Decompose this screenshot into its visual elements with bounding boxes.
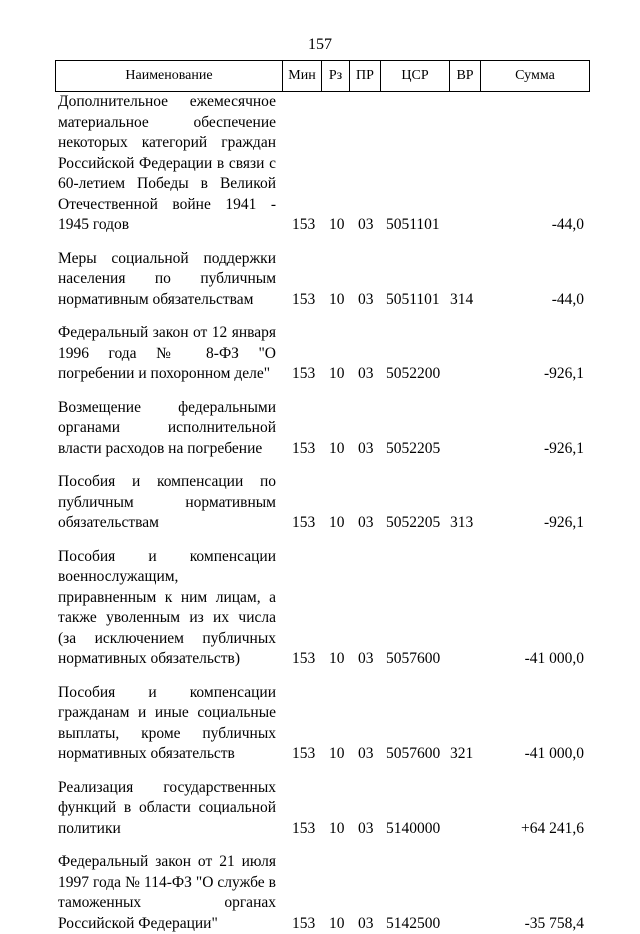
header-pr: ПР [350, 61, 381, 92]
row-min: 153 [292, 513, 315, 534]
row-rz: 10 [329, 513, 345, 534]
row-pr: 03 [358, 439, 374, 460]
row-min: 153 [292, 215, 315, 236]
row-pr: 03 [358, 649, 374, 670]
row-sum: -926,1 [544, 513, 584, 534]
row-csr: 5140000 [386, 819, 440, 840]
row-rz: 10 [329, 819, 345, 840]
row-rz: 10 [329, 215, 345, 236]
row-csr: 5057600 [386, 649, 440, 670]
page-number: 157 [0, 36, 640, 54]
row-rz: 10 [329, 744, 345, 765]
table-header [55, 60, 590, 92]
row-min: 153 [292, 819, 315, 840]
row-vr: 314 [450, 290, 473, 311]
row-name: Пособия и компенсации гражданам и иные социальные выплаты, кроме публичных нормативных обязательств [58, 683, 276, 765]
row-sum: -926,1 [544, 364, 584, 385]
row-min: 153 [292, 290, 315, 311]
table-row [0, 547, 640, 670]
row-vr: 321 [450, 744, 473, 765]
row-rz: 10 [329, 290, 345, 311]
table-row [0, 852, 640, 934]
row-pr: 03 [358, 364, 374, 385]
row-pr: 03 [358, 914, 374, 934]
row-pr: 03 [358, 290, 374, 311]
row-pr: 03 [358, 215, 374, 236]
row-name: Меры социальной поддержки населения по публичным нормативным обязательствам [58, 249, 276, 311]
table-row [0, 92, 640, 236]
row-min: 153 [292, 914, 315, 934]
row-csr: 5142500 [386, 914, 440, 934]
header-csr: ЦСР [381, 61, 450, 92]
table-row [0, 398, 640, 460]
row-name: Федеральный закон от 21 июля 1997 года № 114-ФЗ "О службе в таможенных органах Российской Федерации" [58, 852, 276, 934]
header-vr: ВР [450, 61, 481, 92]
row-name: Дополнительное ежемесячное материальное обеспечение некоторых категорий граждан Российской Федерации в связи с 60-летием Победы в Великой Отечественной войне 1941 - 1945 годов [58, 92, 276, 236]
row-rz: 10 [329, 364, 345, 385]
row-name: Пособия и компенсации по публичным нормативным обязательствам [58, 472, 276, 534]
header-name: Наименование [56, 61, 283, 92]
row-pr: 03 [358, 819, 374, 840]
row-min: 153 [292, 439, 315, 460]
row-csr: 5052205 [386, 513, 440, 534]
row-csr: 5051101 [386, 215, 440, 236]
row-sum: -35 758,4 [525, 914, 584, 934]
row-name: Возмещение федеральными органами исполнительной власти расходов на погребение [58, 398, 276, 460]
row-sum: -44,0 [552, 215, 584, 236]
row-csr: 5051101 [386, 290, 440, 311]
row-sum: +64 241,6 [521, 819, 584, 840]
row-csr: 5052205 [386, 439, 440, 460]
header-rz: Рз [322, 61, 350, 92]
row-pr: 03 [358, 744, 374, 765]
row-name: Федеральный закон от 12 января 1996 года № 8-ФЗ "О погребении и похоронном деле" [58, 323, 276, 385]
header-min: Мин [283, 61, 322, 92]
row-sum: -926,1 [544, 439, 584, 460]
table-row [0, 472, 640, 534]
row-pr: 03 [358, 513, 374, 534]
row-sum: -41 000,0 [525, 744, 584, 765]
row-rz: 10 [329, 914, 345, 934]
row-csr: 5057600 [386, 744, 440, 765]
table-row [0, 683, 640, 765]
row-name: Реализация государственных функций в области социальной политики [58, 778, 276, 840]
row-sum: -41 000,0 [525, 649, 584, 670]
row-rz: 10 [329, 439, 345, 460]
row-sum: -44,0 [552, 290, 584, 311]
table-row [0, 778, 640, 840]
table-row [0, 249, 640, 311]
row-rz: 10 [329, 649, 345, 670]
row-min: 153 [292, 649, 315, 670]
header-sum: Сумма [481, 61, 590, 92]
row-min: 153 [292, 364, 315, 385]
row-vr: 313 [450, 513, 473, 534]
row-name: Пособия и компенсации военнослужащим, приравненным к ним лицам, а также уволенным из их числа (за исключением публичных нормативных обязательств) [58, 547, 276, 670]
row-min: 153 [292, 744, 315, 765]
table-body [0, 92, 640, 934]
row-csr: 5052200 [386, 364, 440, 385]
table-row [0, 323, 640, 385]
